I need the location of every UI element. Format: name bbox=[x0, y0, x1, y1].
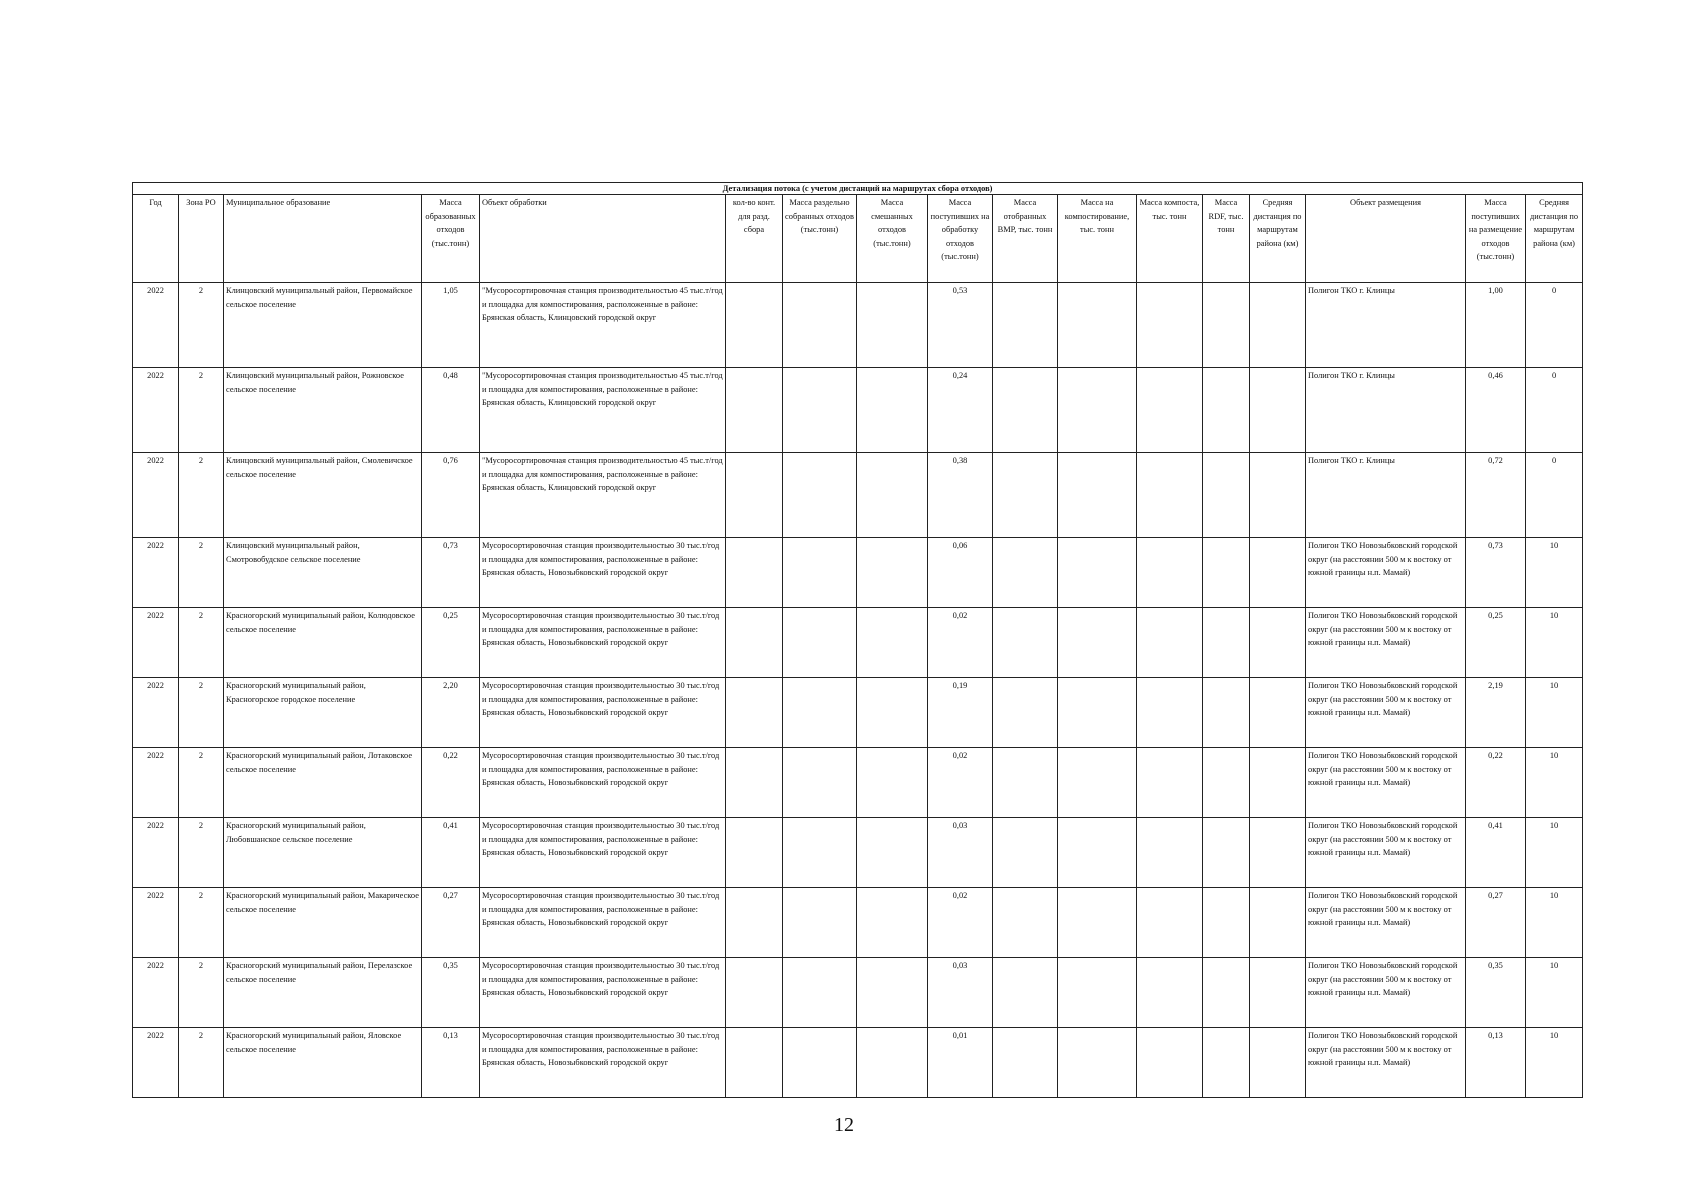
cell-municipality: Красногорский муниципальный район, Яловское сельское поселение bbox=[224, 1028, 422, 1098]
cell-municipality: Красногорский муниципальный район, Колюдовское сельское поселение bbox=[224, 608, 422, 678]
cell-separate-mass bbox=[783, 283, 857, 368]
cell-to-compost bbox=[1058, 368, 1137, 453]
col-header-recyclables: Масса отобранных ВМР, тыс. тонн bbox=[993, 195, 1058, 283]
cell-disposal-object: Полигон ТКО Новозыбковский городской округ (на расстоянии 500 м к востоку от южной границы н.п. Мамай) bbox=[1306, 678, 1466, 748]
cell-compost bbox=[1137, 368, 1203, 453]
table-body bbox=[133, 283, 1583, 1098]
cell-year: 2022 bbox=[133, 368, 179, 453]
cell-mixed-mass bbox=[857, 1028, 928, 1098]
cell-mass-generated: 2,20 bbox=[422, 678, 480, 748]
cell-municipality: Красногорский муниципальный район, Макарическое сельское поселение bbox=[224, 888, 422, 958]
cell-separate-mass bbox=[783, 453, 857, 538]
col-header-processing-object: Объект обработки bbox=[480, 195, 726, 283]
cell-to-compost bbox=[1058, 538, 1137, 608]
cell-processing-object: Мусоросортировочная станция производительностью 30 тыс.т/год и площадка для компостирования, расположенные в районе: Брянская область, Новозыбковский городской округ bbox=[480, 538, 726, 608]
cell-year: 2022 bbox=[133, 958, 179, 1028]
cell-processing-object: Мусоросортировочная станция производительностью 30 тыс.т/год и площадка для компостирования, расположенные в районе: Брянская область, Новозыбковский городской округ bbox=[480, 958, 726, 1028]
cell-mass-generated: 0,27 bbox=[422, 888, 480, 958]
cell-municipality: Клинцовский муниципальный район, Смотровобудское сельское поселение bbox=[224, 538, 422, 608]
cell-avg-distance-2: 10 bbox=[1526, 608, 1583, 678]
cell-containers bbox=[726, 678, 783, 748]
cell-zone: 2 bbox=[179, 888, 224, 958]
col-header-rdf: Масса RDF, тыс. тонн bbox=[1203, 195, 1250, 283]
cell-avg-distance-1 bbox=[1250, 453, 1306, 538]
col-header-separate-mass: Масса раздельно собранных отходов (тыс.тонн) bbox=[783, 195, 857, 283]
cell-to-disposal: 0,13 bbox=[1466, 1028, 1526, 1098]
cell-containers bbox=[726, 888, 783, 958]
cell-zone: 2 bbox=[179, 1028, 224, 1098]
cell-rdf bbox=[1203, 368, 1250, 453]
cell-containers bbox=[726, 368, 783, 453]
col-header-avg-distance-2: Средняя дистанция по маршрутам района (км) bbox=[1526, 195, 1583, 283]
cell-to-disposal: 0,35 bbox=[1466, 958, 1526, 1028]
cell-zone: 2 bbox=[179, 748, 224, 818]
cell-containers bbox=[726, 818, 783, 888]
cell-containers bbox=[726, 608, 783, 678]
cell-separate-mass bbox=[783, 1028, 857, 1098]
cell-to-disposal: 1,00 bbox=[1466, 283, 1526, 368]
cell-zone: 2 bbox=[179, 368, 224, 453]
table-row bbox=[133, 453, 1583, 538]
cell-rdf bbox=[1203, 538, 1250, 608]
cell-recyclables bbox=[993, 818, 1058, 888]
cell-recyclables bbox=[993, 678, 1058, 748]
cell-compost bbox=[1137, 283, 1203, 368]
cell-zone: 2 bbox=[179, 538, 224, 608]
col-header-to-processing: Масса поступивших на обработку отходов (тыс.тонн) bbox=[928, 195, 993, 283]
cell-year: 2022 bbox=[133, 283, 179, 368]
col-header-containers: кол-во конт. для разд. сбора bbox=[726, 195, 783, 283]
cell-year: 2022 bbox=[133, 818, 179, 888]
cell-to-processing: 0,03 bbox=[928, 818, 993, 888]
cell-mass-generated: 0,76 bbox=[422, 453, 480, 538]
cell-to-processing: 0,53 bbox=[928, 283, 993, 368]
col-header-mass-generated: Масса образованных отходов (тыс.тонн) bbox=[422, 195, 480, 283]
cell-rdf bbox=[1203, 453, 1250, 538]
cell-mass-generated: 0,41 bbox=[422, 818, 480, 888]
cell-avg-distance-1 bbox=[1250, 283, 1306, 368]
cell-mass-generated: 1,05 bbox=[422, 283, 480, 368]
cell-rdf bbox=[1203, 1028, 1250, 1098]
cell-year: 2022 bbox=[133, 608, 179, 678]
cell-containers bbox=[726, 748, 783, 818]
table-row bbox=[133, 538, 1583, 608]
cell-year: 2022 bbox=[133, 678, 179, 748]
cell-disposal-object: Полигон ТКО Новозыбковский городской округ (на расстоянии 500 м к востоку от южной границы н.п. Мамай) bbox=[1306, 958, 1466, 1028]
cell-to-compost bbox=[1058, 748, 1137, 818]
cell-processing-object: Мусоросортировочная станция производительностью 30 тыс.т/год и площадка для компостирования, расположенные в районе: Брянская область, Новозыбковский городской округ bbox=[480, 678, 726, 748]
cell-compost bbox=[1137, 888, 1203, 958]
cell-avg-distance-2: 0 bbox=[1526, 368, 1583, 453]
cell-to-processing: 0,02 bbox=[928, 888, 993, 958]
cell-processing-object: Мусоросортировочная станция производительностью 30 тыс.т/год и площадка для компостирования, расположенные в районе: Брянская область, Новозыбковский городской округ bbox=[480, 888, 726, 958]
cell-zone: 2 bbox=[179, 818, 224, 888]
cell-to-compost bbox=[1058, 818, 1137, 888]
cell-zone: 2 bbox=[179, 678, 224, 748]
cell-mass-generated: 0,48 bbox=[422, 368, 480, 453]
cell-avg-distance-1 bbox=[1250, 748, 1306, 818]
table-caption: Детализация потока (с учетом дистанций на маршрутах сбора отходов) bbox=[133, 183, 1583, 195]
cell-mass-generated: 0,25 bbox=[422, 608, 480, 678]
cell-recyclables bbox=[993, 608, 1058, 678]
cell-compost bbox=[1137, 453, 1203, 538]
cell-separate-mass bbox=[783, 538, 857, 608]
cell-mixed-mass bbox=[857, 958, 928, 1028]
cell-to-disposal: 0,22 bbox=[1466, 748, 1526, 818]
cell-avg-distance-1 bbox=[1250, 888, 1306, 958]
col-header-mixed-mass: Масса смешанных отходов (тыс.тонн) bbox=[857, 195, 928, 283]
table-row bbox=[133, 818, 1583, 888]
cell-mixed-mass bbox=[857, 608, 928, 678]
cell-rdf bbox=[1203, 748, 1250, 818]
cell-processing-object: "Мусоросортировочная станция производительностью 45 тыс.т/год и площадка для компостирования, расположенные в районе: Брянская область, Клинцовский городской округ bbox=[480, 283, 726, 368]
cell-containers bbox=[726, 958, 783, 1028]
cell-to-compost bbox=[1058, 958, 1137, 1028]
cell-compost bbox=[1137, 1028, 1203, 1098]
cell-to-processing: 0,02 bbox=[928, 608, 993, 678]
cell-avg-distance-1 bbox=[1250, 818, 1306, 888]
cell-disposal-object: Полигон ТКО г. Клинцы bbox=[1306, 453, 1466, 538]
cell-to-processing: 0,19 bbox=[928, 678, 993, 748]
cell-rdf bbox=[1203, 818, 1250, 888]
cell-rdf bbox=[1203, 608, 1250, 678]
waste-flow-table bbox=[132, 182, 1583, 1098]
cell-to-processing: 0,03 bbox=[928, 958, 993, 1028]
cell-compost bbox=[1137, 538, 1203, 608]
cell-avg-distance-2: 0 bbox=[1526, 283, 1583, 368]
cell-rdf bbox=[1203, 888, 1250, 958]
cell-municipality: Клинцовский муниципальный район, Рожновское сельское поселение bbox=[224, 368, 422, 453]
cell-rdf bbox=[1203, 283, 1250, 368]
cell-separate-mass bbox=[783, 678, 857, 748]
page-number: 12 bbox=[834, 1114, 854, 1136]
cell-processing-object: Мусоросортировочная станция производительностью 30 тыс.т/год и площадка для компостирования, расположенные в районе: Брянская область, Новозыбковский городской округ bbox=[480, 748, 726, 818]
cell-avg-distance-1 bbox=[1250, 368, 1306, 453]
cell-avg-distance-2: 10 bbox=[1526, 748, 1583, 818]
cell-avg-distance-1 bbox=[1250, 958, 1306, 1028]
cell-municipality: Красногорский муниципальный район, Лотаковское сельское поселение bbox=[224, 748, 422, 818]
cell-disposal-object: Полигон ТКО Новозыбковский городской округ (на расстоянии 500 м к востоку от южной границы н.п. Мамай) bbox=[1306, 538, 1466, 608]
cell-separate-mass bbox=[783, 608, 857, 678]
table-row bbox=[133, 888, 1583, 958]
cell-recyclables bbox=[993, 888, 1058, 958]
cell-avg-distance-2: 10 bbox=[1526, 538, 1583, 608]
col-header-municipality: Муниципальное образование bbox=[224, 195, 422, 283]
cell-to-compost bbox=[1058, 283, 1137, 368]
cell-to-processing: 0,01 bbox=[928, 1028, 993, 1098]
cell-avg-distance-1 bbox=[1250, 1028, 1306, 1098]
cell-disposal-object: Полигон ТКО г. Клинцы bbox=[1306, 368, 1466, 453]
cell-year: 2022 bbox=[133, 1028, 179, 1098]
cell-separate-mass bbox=[783, 888, 857, 958]
cell-recyclables bbox=[993, 368, 1058, 453]
cell-to-compost bbox=[1058, 888, 1137, 958]
cell-recyclables bbox=[993, 453, 1058, 538]
cell-compost bbox=[1137, 818, 1203, 888]
cell-separate-mass bbox=[783, 958, 857, 1028]
cell-to-processing: 0,02 bbox=[928, 748, 993, 818]
col-header-to-compost: Масса на компостирование, тыс. тонн bbox=[1058, 195, 1137, 283]
table-row bbox=[133, 958, 1583, 1028]
cell-recyclables bbox=[993, 1028, 1058, 1098]
cell-recyclables bbox=[993, 538, 1058, 608]
table-row bbox=[133, 283, 1583, 368]
cell-mass-generated: 0,13 bbox=[422, 1028, 480, 1098]
cell-zone: 2 bbox=[179, 958, 224, 1028]
cell-year: 2022 bbox=[133, 538, 179, 608]
cell-to-disposal: 0,25 bbox=[1466, 608, 1526, 678]
cell-mixed-mass bbox=[857, 368, 928, 453]
col-header-compost: Масса компоста, тыс. тонн bbox=[1137, 195, 1203, 283]
cell-to-compost bbox=[1058, 678, 1137, 748]
cell-municipality: Красногорский муниципальный район, Любовшанское сельское поселение bbox=[224, 818, 422, 888]
cell-avg-distance-2: 10 bbox=[1526, 1028, 1583, 1098]
cell-compost bbox=[1137, 608, 1203, 678]
table-row bbox=[133, 608, 1583, 678]
cell-avg-distance-1 bbox=[1250, 538, 1306, 608]
cell-recyclables bbox=[993, 958, 1058, 1028]
cell-compost bbox=[1137, 958, 1203, 1028]
cell-mixed-mass bbox=[857, 453, 928, 538]
cell-processing-object: "Мусоросортировочная станция производительностью 45 тыс.т/год и площадка для компостирования, расположенные в районе: Брянская область, Клинцовский городской округ bbox=[480, 368, 726, 453]
cell-rdf bbox=[1203, 958, 1250, 1028]
cell-containers bbox=[726, 453, 783, 538]
cell-avg-distance-1 bbox=[1250, 608, 1306, 678]
table-row bbox=[133, 1028, 1583, 1098]
cell-avg-distance-2: 10 bbox=[1526, 818, 1583, 888]
cell-mixed-mass bbox=[857, 538, 928, 608]
cell-disposal-object: Полигон ТКО Новозыбковский городской округ (на расстоянии 500 м к востоку от южной границы н.п. Мамай) bbox=[1306, 888, 1466, 958]
cell-avg-distance-2: 10 bbox=[1526, 958, 1583, 1028]
cell-separate-mass bbox=[783, 748, 857, 818]
cell-processing-object: Мусоросортировочная станция производительностью 30 тыс.т/год и площадка для компостирования, расположенные в районе: Брянская область, Новозыбковский городской округ bbox=[480, 608, 726, 678]
cell-compost bbox=[1137, 748, 1203, 818]
cell-municipality: Красногорский муниципальный район, Красногорское городское поселение bbox=[224, 678, 422, 748]
cell-zone: 2 bbox=[179, 608, 224, 678]
cell-avg-distance-2: 0 bbox=[1526, 453, 1583, 538]
cell-processing-object: "Мусоросортировочная станция производительностью 45 тыс.т/год и площадка для компостирования, расположенные в районе: Брянская область, Клинцовский городской округ bbox=[480, 453, 726, 538]
cell-compost bbox=[1137, 678, 1203, 748]
cell-disposal-object: Полигон ТКО Новозыбковский городской округ (на расстоянии 500 м к востоку от южной границы н.п. Мамай) bbox=[1306, 818, 1466, 888]
cell-to-processing: 0,24 bbox=[928, 368, 993, 453]
cell-year: 2022 bbox=[133, 748, 179, 818]
cell-disposal-object: Полигон ТКО Новозыбковский городской округ (на расстоянии 500 м к востоку от южной границы н.п. Мамай) bbox=[1306, 1028, 1466, 1098]
cell-to-disposal: 2,19 bbox=[1466, 678, 1526, 748]
cell-mixed-mass bbox=[857, 818, 928, 888]
cell-disposal-object: Полигон ТКО г. Клинцы bbox=[1306, 283, 1466, 368]
col-header-avg-distance-1: Средняя дистанция по маршрутам района (км) bbox=[1250, 195, 1306, 283]
cell-to-compost bbox=[1058, 1028, 1137, 1098]
cell-to-disposal: 0,41 bbox=[1466, 818, 1526, 888]
cell-rdf bbox=[1203, 678, 1250, 748]
cell-processing-object: Мусоросортировочная станция производительностью 30 тыс.т/год и площадка для компостирования, расположенные в районе: Брянская область, Новозыбковский городской округ bbox=[480, 1028, 726, 1098]
cell-separate-mass bbox=[783, 818, 857, 888]
cell-processing-object: Мусоросортировочная станция производительностью 30 тыс.т/год и площадка для компостирования, расположенные в районе: Брянская область, Новозыбковский городской округ bbox=[480, 818, 726, 888]
cell-disposal-object: Полигон ТКО Новозыбковский городской округ (на расстоянии 500 м к востоку от южной границы н.п. Мамай) bbox=[1306, 748, 1466, 818]
cell-to-compost bbox=[1058, 453, 1137, 538]
col-header-disposal-object: Объект размещения bbox=[1306, 195, 1466, 283]
cell-to-processing: 0,38 bbox=[928, 453, 993, 538]
table-row bbox=[133, 748, 1583, 818]
cell-mixed-mass bbox=[857, 283, 928, 368]
cell-to-compost bbox=[1058, 608, 1137, 678]
cell-zone: 2 bbox=[179, 453, 224, 538]
table-row bbox=[133, 678, 1583, 748]
cell-mass-generated: 0,22 bbox=[422, 748, 480, 818]
cell-mass-generated: 0,35 bbox=[422, 958, 480, 1028]
cell-recyclables bbox=[993, 748, 1058, 818]
cell-avg-distance-1 bbox=[1250, 678, 1306, 748]
cell-disposal-object: Полигон ТКО Новозыбковский городской округ (на расстоянии 500 м к востоку от южной границы н.п. Мамай) bbox=[1306, 608, 1466, 678]
cell-containers bbox=[726, 1028, 783, 1098]
cell-municipality: Клинцовский муниципальный район, Первомайское сельское поселение bbox=[224, 283, 422, 368]
cell-municipality: Красногорский муниципальный район, Перелазское сельское поселение bbox=[224, 958, 422, 1028]
table-row bbox=[133, 368, 1583, 453]
cell-mixed-mass bbox=[857, 678, 928, 748]
col-header-zone: Зона РО bbox=[179, 195, 224, 283]
cell-to-processing: 0,06 bbox=[928, 538, 993, 608]
col-header-year: Год bbox=[133, 195, 179, 283]
cell-mass-generated: 0,73 bbox=[422, 538, 480, 608]
cell-to-disposal: 0,73 bbox=[1466, 538, 1526, 608]
cell-to-disposal: 0,46 bbox=[1466, 368, 1526, 453]
cell-containers bbox=[726, 538, 783, 608]
cell-year: 2022 bbox=[133, 453, 179, 538]
cell-municipality: Клинцовский муниципальный район, Смолевичское сельское поселение bbox=[224, 453, 422, 538]
cell-avg-distance-2: 10 bbox=[1526, 888, 1583, 958]
cell-containers bbox=[726, 283, 783, 368]
cell-recyclables bbox=[993, 283, 1058, 368]
cell-avg-distance-2: 10 bbox=[1526, 678, 1583, 748]
cell-zone: 2 bbox=[179, 283, 224, 368]
col-header-to-disposal: Масса поступивших на размещение отходов (тыс.тонн) bbox=[1466, 195, 1526, 283]
cell-mixed-mass bbox=[857, 748, 928, 818]
cell-to-disposal: 0,27 bbox=[1466, 888, 1526, 958]
cell-year: 2022 bbox=[133, 888, 179, 958]
cell-separate-mass bbox=[783, 368, 857, 453]
cell-mixed-mass bbox=[857, 888, 928, 958]
cell-to-disposal: 0,72 bbox=[1466, 453, 1526, 538]
